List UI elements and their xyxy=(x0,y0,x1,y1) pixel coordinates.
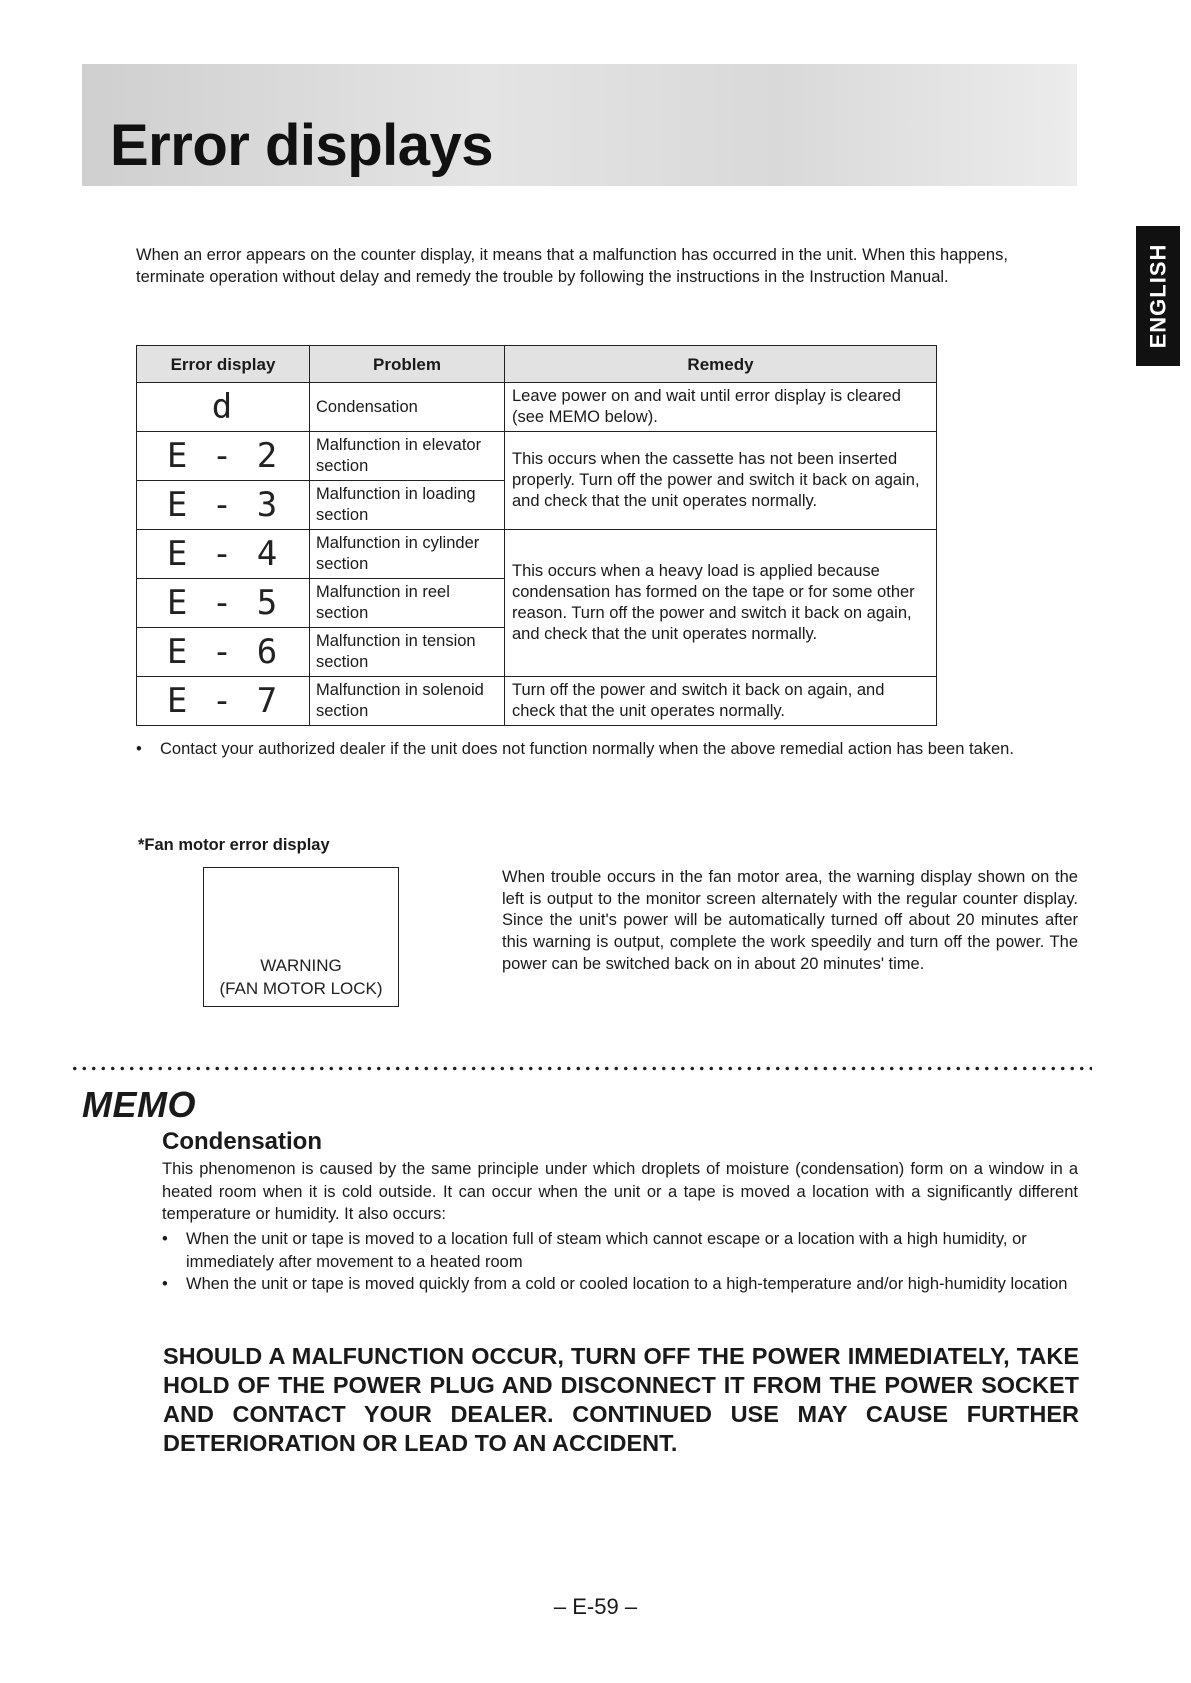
problem-cell: Malfunction in cylinder section xyxy=(310,530,505,579)
dealer-note-text: Contact your authorized dealer if the unit does not function normally when the above remedial action has been taken. xyxy=(160,740,1014,758)
safety-warning: SHOULD A MALFUNCTION OCCUR, TURN OFF THE POWER IMMEDIATELY, TAKE HOLD OF THE POWER PLUG AND DISCONNECT IT FROM THE POWER SOCKET AND CONTACT YOUR DEALER. CONTINUED USE MAY CAUSE FURTHER DETERIORATION OR LEAD TO AN ACCIDENT. xyxy=(163,1343,1079,1456)
memo-heading: MEMO xyxy=(82,1084,196,1125)
remedy-cell: Turn off the power and switch it back on again, and check that the unit operates normally. xyxy=(505,677,937,726)
remedy-cell: Leave power on and wait until error display is cleared (see MEMO below). xyxy=(505,383,937,432)
table-row xyxy=(137,432,937,481)
error-code: E - 3 xyxy=(137,481,310,530)
fan-warning-display xyxy=(203,867,399,1007)
error-code: E - 5 xyxy=(137,579,310,628)
language-tab-label: ENGLISH xyxy=(1145,243,1171,349)
fan-warning-line1: WARNING xyxy=(260,956,342,975)
remedy-cell: This occurs when the cassette has not been inserted properly. Turn off the power and switch it back on again, and check that the unit operates normally. xyxy=(505,432,937,530)
header-error-display: Error display xyxy=(137,346,310,383)
fan-motor-title: *Fan motor error display xyxy=(138,836,330,854)
table-row xyxy=(137,383,937,432)
header-problem: Problem xyxy=(310,346,505,383)
page-number: – E-59 – xyxy=(553,1594,638,1619)
list-item-text: When the unit or tape is moved to a location full of steam which cannot escape or a location with a high humidity, or immediately after movement to a heated room xyxy=(186,1230,1027,1271)
intro-paragraph: When an error appears on the counter display, it means that a malfunction has occurred in the unit. When this happens, terminate operation without delay and remedy the trouble by following the instructions in the Instruction Manual. xyxy=(136,246,1008,286)
title-banner xyxy=(82,64,1077,186)
error-table xyxy=(136,345,937,726)
problem-cell: Condensation xyxy=(310,383,505,432)
error-code: E - 7 xyxy=(137,677,310,726)
error-code: E - 2 xyxy=(137,432,310,481)
fan-warning-line2: (FAN MOTOR LOCK) xyxy=(219,979,383,998)
condensation-text: This phenomenon is caused by the same principle under which droplets of moisture (condensation) form on a window in a heated room when it is cold outside. It can occur when the unit or a tape is moved a location with a significantly different temperature or humidity. It also occurs: xyxy=(162,1160,1078,1223)
dealer-note xyxy=(136,740,1096,759)
table-row xyxy=(137,530,937,579)
problem-cell: Malfunction in loading section xyxy=(310,481,505,530)
page-title: Error displays xyxy=(110,113,494,178)
list-item xyxy=(162,1273,1078,1296)
bullet-icon: • xyxy=(136,740,142,758)
list-item-text: When the unit or tape is moved quickly from a cold or cooled location to a high-temperature and/or high-humidity location xyxy=(186,1275,1068,1293)
language-tab xyxy=(1136,226,1180,366)
header-remedy: Remedy xyxy=(505,346,937,383)
dotted-divider xyxy=(70,1066,1092,1071)
problem-cell: Malfunction in elevator section xyxy=(310,432,505,481)
problem-cell: Malfunction in reel section xyxy=(310,579,505,628)
list-item xyxy=(162,1228,1078,1273)
problem-cell: Malfunction in solenoid section xyxy=(310,677,505,726)
condensation-heading: Condensation xyxy=(162,1128,322,1155)
problem-cell: Malfunction in tension section xyxy=(310,628,505,677)
table-row xyxy=(137,677,937,726)
condensation-list xyxy=(162,1228,1078,1296)
bullet-icon: • xyxy=(162,1275,168,1293)
bullet-icon: • xyxy=(162,1230,168,1248)
error-code: d xyxy=(137,383,310,432)
error-code: E - 6 xyxy=(137,628,310,677)
fan-motor-description: When trouble occurs in the fan motor area, the warning display shown on the left is output to the monitor screen alternately with the regular counter display. Since the unit's power will be automatically turned off about 20 minutes after this warning is output, complete the work speedily and turn off the power. The power can be switched back on in about 20 minutes' time. xyxy=(502,868,1078,973)
error-code: E - 4 xyxy=(137,530,310,579)
table-header-row xyxy=(137,346,937,383)
remedy-cell: This occurs when a heavy load is applied because condensation has formed on the tape or for some other reason. Turn off the power and switch it back on again, and check that the unit operates normally. xyxy=(505,530,937,677)
